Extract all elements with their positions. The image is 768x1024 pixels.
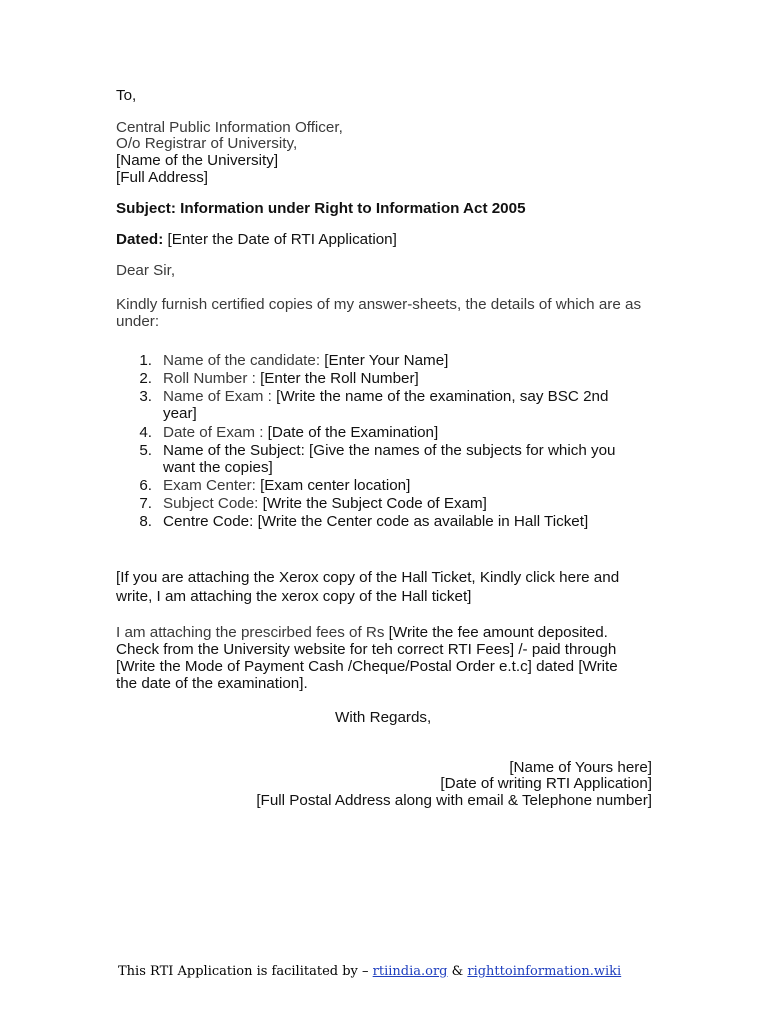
list-item-number: 7. xyxy=(139,495,152,512)
rtiindia-link[interactable]: rtiindia.org xyxy=(372,964,448,979)
addressee-line-4: [Full Address] xyxy=(116,169,209,186)
list-item-label: Roll Number : xyxy=(163,370,256,387)
list-item-number: 8. xyxy=(139,513,152,530)
list-item-value: [Give the names of the subjects for which you xyxy=(304,442,616,459)
list-item-value: [Enter the Roll Number] xyxy=(255,370,419,387)
fees-line-3: [Write the Mode of Payment Cash /Cheque/Postal Order e.t.c] dated [Write xyxy=(116,658,618,675)
fees-line-2: Check from the University website for teh correct RTI Fees] /- paid through xyxy=(116,641,617,658)
list-item-continuation: want the copies] xyxy=(163,459,273,476)
to-line: To, xyxy=(116,87,137,104)
dated-value: [Enter the Date of RTI Application] xyxy=(163,231,397,248)
list-item xyxy=(163,513,588,531)
signature-date: [Date of writing RTI Application] xyxy=(440,775,652,792)
list-item-value: [Date of the Examination] xyxy=(263,424,439,441)
list-item xyxy=(163,424,438,442)
list-item-number: 4. xyxy=(139,424,152,441)
list-item-value: [Exam center location] xyxy=(255,477,411,494)
addressee-line-3: [Name of the University] xyxy=(116,152,279,169)
list-item-number: 2. xyxy=(139,370,152,387)
list-item-continuation: year] xyxy=(163,405,197,422)
list-item-label: Date of Exam : xyxy=(163,424,264,441)
list-item-value: [Enter Your Name] xyxy=(320,352,449,369)
list-item-label: Name of the Subject: xyxy=(163,442,305,459)
xerox-note-line-1: [If you are attaching the Xerox copy of the Hall Ticket, Kindly click here and xyxy=(116,569,620,586)
dated-label: Dated: xyxy=(116,231,164,248)
footer-credit xyxy=(118,964,621,980)
list-item-label: Name of the candidate: xyxy=(163,352,321,369)
intro-line-1: Kindly furnish certified copies of my answer-sheets, the details of which are as xyxy=(116,296,642,313)
list-item-value: [Write the name of the examination, say BSC 2nd xyxy=(271,388,609,405)
fees-lead: I am attaching the prescirbed fees of Rs xyxy=(116,624,385,641)
xerox-note-line-2: write, I am attaching the xerox copy of the Hall ticket] xyxy=(116,588,472,605)
righttoinformation-link[interactable]: righttoinformation.wiki xyxy=(467,964,622,979)
list-item-value: [Write the Center code as available in Hall Ticket] xyxy=(253,513,589,530)
list-item-number: 6. xyxy=(139,477,152,494)
list-item xyxy=(163,442,615,460)
list-item xyxy=(163,352,448,370)
list-item xyxy=(163,495,487,513)
list-item-value: [Write the Subject Code of Exam] xyxy=(258,495,487,512)
intro-line-2: under: xyxy=(116,313,160,330)
signature-name: [Name of Yours here] xyxy=(509,759,652,776)
list-item-number: 1. xyxy=(139,352,152,369)
list-item-number: 3. xyxy=(139,388,152,405)
list-item-label: Centre Code: xyxy=(163,513,254,530)
list-item xyxy=(163,477,410,495)
list-item-label: Name of Exam : xyxy=(163,388,272,405)
addressee-line-1: Central Public Information Officer, xyxy=(116,119,343,136)
list-item xyxy=(163,388,608,406)
list-item xyxy=(163,370,419,388)
addressee-line-2: O/o Registrar of University, xyxy=(116,135,298,152)
footer-amp: & xyxy=(447,964,468,979)
dated-line xyxy=(116,231,397,249)
fees-line-4: the date of the examination]. xyxy=(116,675,308,692)
salutation: Dear Sir, xyxy=(116,262,176,279)
list-item-number: 5. xyxy=(139,442,152,459)
list-item-label: Subject Code: xyxy=(163,495,259,512)
subject-line: Subject: Information under Right to Information Act 2005 xyxy=(116,200,526,217)
fees-text: [Write the fee amount deposited. xyxy=(384,624,608,641)
closing: With Regards, xyxy=(335,709,432,726)
footer-prefix: This RTI Application is facilitated by xyxy=(118,964,358,979)
signature-address: [Full Postal Address along with email & Telephone number] xyxy=(256,792,652,809)
footer-dash: – xyxy=(357,964,373,979)
fees-line-1 xyxy=(116,624,608,642)
list-item-label: Exam Center: xyxy=(163,477,256,494)
